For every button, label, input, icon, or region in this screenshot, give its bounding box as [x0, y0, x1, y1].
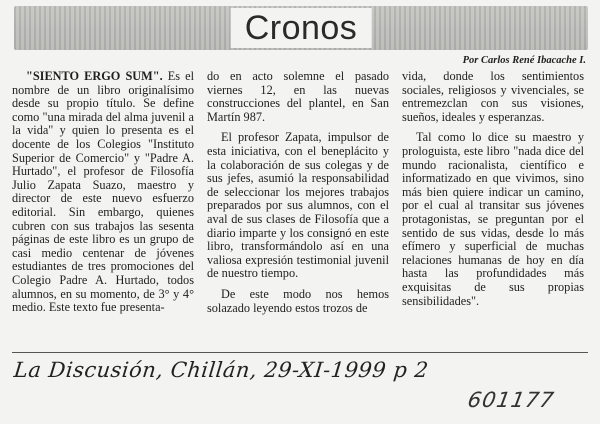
article-column-3: [402, 70, 584, 308]
article-column-1: [12, 70, 194, 315]
article-paragraph: vida, donde los sentimientos sociales, religiosos y vivenciales, se entremezclan con sus visiones, sueños, ideales y esperanzas.: [402, 69, 584, 124]
author-byline: Por Carlos René Ibacache I.: [462, 55, 586, 66]
column-header-band: [14, 6, 588, 50]
handwritten-source-note: La Discusión, Chillán, 29-XI-1999 p 2: [12, 358, 430, 382]
article-paragraph: Tal como lo dice su maestro y prologuista, este libro "nada dice del mundo racionalista, científico e informatizado en que vivimos, sino más bien quiere indicar un camino, por el cual al transitar sus jóvenes protagonistas, se preguntan por el sentido de sus vidas, desde lo más efímero y superficial de muchas relaciones humanas de hoy en día hasta las profundidades más exquisitas de sus propias sensibilidades".: [402, 130, 584, 308]
book-title-lead: "SIENTO ERGO SUM".: [26, 69, 163, 83]
article-paragraph: do en acto solemne el pasado viernes 12, en las nuevas construcciones del plantel, en San Martín 987.: [207, 69, 389, 124]
column-title: Cronos: [244, 8, 358, 47]
article-column-2: [207, 70, 389, 315]
handwritten-catalog-number: 601177: [465, 388, 557, 412]
paragraph-text: Es el nombre de un libro originalísimo desde su propio título. Se define como "una mirada del alma juvenil a la vida" y quien lo presenta es el docente de los Colegios "Instituto Superior de Comercio" y "Padre A. Hurtado", el profesor de Filosofía Julio Zapata Suazo, maestro y director de este nuevo esfuerzo editorial. Sin embargo, quienes cubren con sus trabajos las sesenta páginas de este libro es un grupo de casi medio centenar de jóvenes estudiantes de tres promociones del Colegio Padre A. Hurtado, todos alumnos, en su momento, de 3° y 4° medio. Este texto fue presenta-: [12, 69, 194, 315]
article-paragraph: [12, 70, 194, 315]
title-chip: [231, 8, 372, 48]
footer-divider: [12, 352, 588, 353]
article-paragraph: El profesor Zapata, impulsor de esta iniciativa, con el beneplácito y la colaboración de sus colegas y de sus jefes, asumió la responsabilidad de seleccionar los mejores trabajos preparados por sus alumnos, con el aval de sus clases de Filosofía que a diario imparte y los consignó en este libro, transformándolo así en una valiosa expresión testimonial juvenil de nuestro tiempo.: [207, 130, 389, 281]
article-paragraph: De este modo nos hemos solazado leyendo estos trozos de: [207, 286, 389, 315]
